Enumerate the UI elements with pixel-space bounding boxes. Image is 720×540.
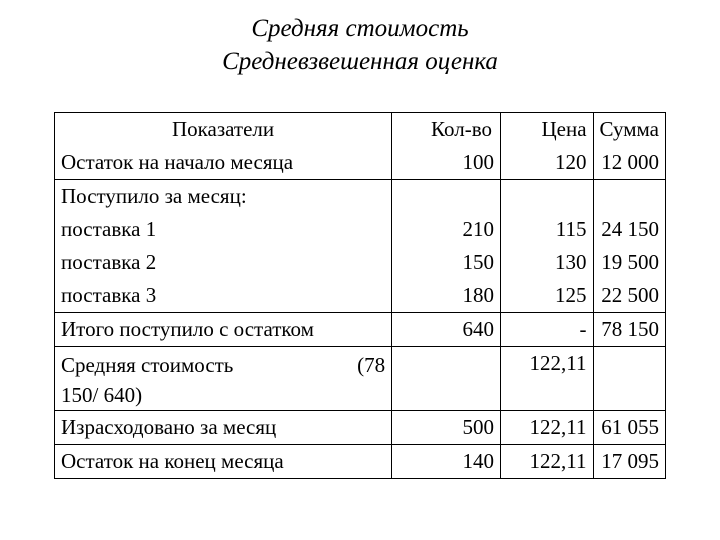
header-price: Цена	[500, 113, 593, 147]
delivery-qty: 180	[392, 279, 501, 313]
total-sum: 78 150	[593, 313, 665, 347]
page-subtitle: Средневзвешенная оценка	[222, 48, 498, 75]
closing-price: 122,11	[500, 445, 593, 479]
delivery-qty: 150	[392, 246, 501, 279]
delivery-sum: 24 150	[593, 213, 665, 246]
delivery-price: 130	[500, 246, 593, 279]
average-price: 122,11	[500, 347, 593, 411]
table-row-delivery-1	[55, 213, 666, 246]
table-row-spent	[55, 411, 666, 445]
header-name: Показатели	[55, 113, 392, 147]
opening-price: 120	[500, 146, 593, 180]
delivery-name: поставка 1	[55, 213, 392, 246]
delivery-sum: 22 500	[593, 279, 665, 313]
delivery-name: поставка 3	[55, 279, 392, 313]
average-formula-start: (78	[357, 353, 386, 377]
closing-qty: 140	[392, 445, 501, 479]
average-name	[55, 347, 392, 411]
table-row-average	[55, 347, 666, 411]
spent-name: Израсходовано за месяц	[55, 411, 392, 445]
header-qty: Кол-во	[392, 113, 501, 147]
delivery-price: 115	[500, 213, 593, 246]
closing-name: Остаток на конец месяца	[55, 445, 392, 479]
table-row-closing	[55, 445, 666, 479]
table-row-received-label	[55, 180, 666, 214]
opening-sum: 12 000	[593, 146, 665, 180]
average-label: Средняя стоимость	[61, 353, 234, 377]
page-title: Средняя стоимость	[251, 15, 469, 42]
table-row-delivery-2	[55, 246, 666, 279]
spent-sum: 61 055	[593, 411, 665, 445]
delivery-qty: 210	[392, 213, 501, 246]
delivery-name: поставка 2	[55, 246, 392, 279]
valuation-table	[54, 112, 666, 479]
spent-price: 122,11	[500, 411, 593, 445]
total-name: Итого поступило с остатком	[55, 313, 392, 347]
opening-name: Остаток на начало месяца	[55, 146, 392, 180]
table-row-total	[55, 313, 666, 347]
delivery-sum: 19 500	[593, 246, 665, 279]
spent-qty: 500	[392, 411, 501, 445]
table-row-opening	[55, 146, 666, 180]
header-sum: Сумма	[593, 113, 665, 147]
received-label: Поступило за месяц:	[55, 180, 392, 214]
table-row-delivery-3	[55, 279, 666, 313]
total-price: -	[500, 313, 593, 347]
average-formula-end: 150/ 640)	[61, 383, 143, 407]
total-qty: 640	[392, 313, 501, 347]
table-header-row	[55, 113, 666, 147]
opening-qty: 100	[392, 146, 501, 180]
closing-sum: 17 095	[593, 445, 665, 479]
delivery-price: 125	[500, 279, 593, 313]
